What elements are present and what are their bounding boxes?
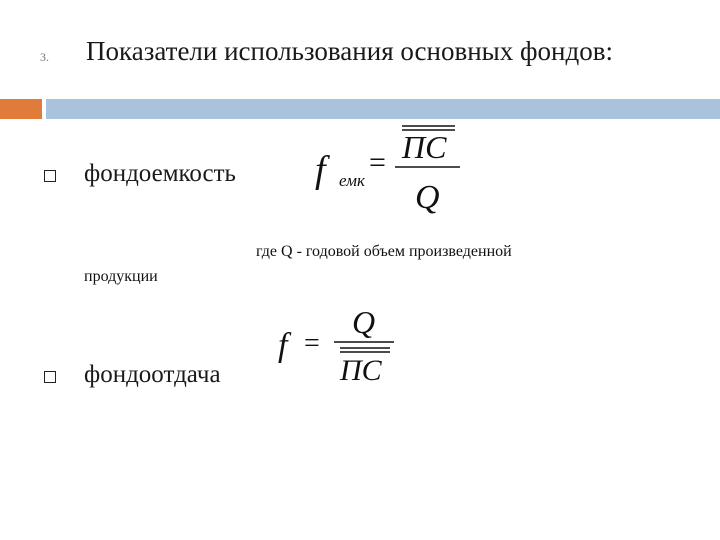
formula-denominator: ПС bbox=[340, 354, 382, 387]
formula-numerator: Q bbox=[352, 304, 376, 340]
formula-lhs: f bbox=[315, 149, 326, 191]
slide-number: 3. bbox=[40, 50, 49, 64]
slide-title: Показатели использования основных фондов: bbox=[86, 36, 613, 66]
accent-bar-blue bbox=[46, 99, 720, 119]
formula-subscript: емк bbox=[339, 171, 365, 190]
note-line-1: где Q - годовой объем произведенной bbox=[256, 243, 512, 260]
empty-square-icon bbox=[44, 371, 56, 383]
item-label-fondoemkost: фондоемкость bbox=[84, 160, 236, 187]
formula-fondoemkost bbox=[305, 118, 475, 218]
note-line-2: продукции bbox=[84, 268, 158, 285]
formula-eq: = bbox=[369, 146, 386, 179]
formula-fondootdacha bbox=[270, 302, 410, 390]
formula-eq: = bbox=[304, 328, 320, 359]
empty-square-icon bbox=[44, 170, 56, 182]
accent-bar-orange bbox=[0, 99, 42, 119]
formula-numerator: ПС bbox=[402, 129, 447, 165]
item-label-fondootdacha: фондоотдача bbox=[84, 361, 221, 388]
formula-denominator: Q bbox=[415, 179, 440, 216]
formula-lhs: f bbox=[278, 327, 288, 364]
